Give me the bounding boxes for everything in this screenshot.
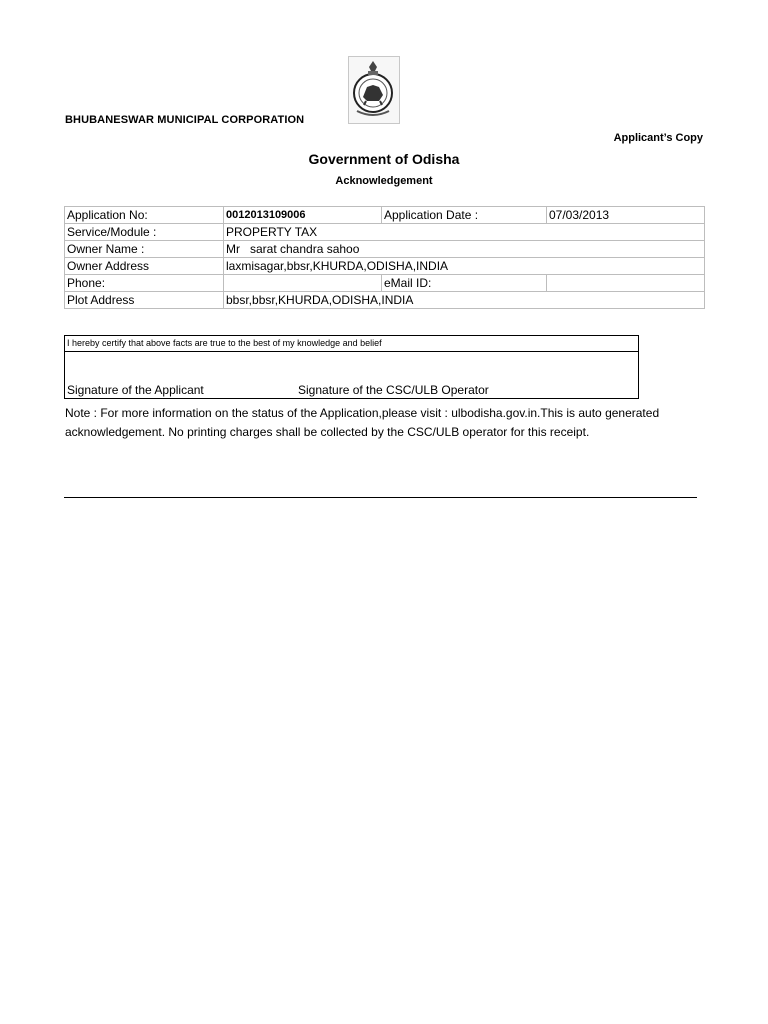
- divider-line: [64, 497, 697, 498]
- email-value: [547, 275, 705, 292]
- odisha-state-emblem-icon: [348, 56, 400, 124]
- organization-name: BHUBANESWAR MUNICIPAL CORPORATION: [65, 114, 305, 126]
- table-row: [65, 275, 705, 292]
- owner-name-value: Mr sarat chandra sahoo: [224, 241, 705, 258]
- owner-name-label: Owner Name :: [65, 241, 224, 258]
- document-title: Acknowledgement: [335, 175, 433, 187]
- table-row: [65, 258, 705, 275]
- certification-box: [64, 335, 639, 399]
- table-row: [65, 292, 705, 309]
- application-no-value: 0012013109006: [224, 207, 382, 224]
- government-title: Government of Odisha: [308, 151, 460, 167]
- operator-signature-label: Signature of the CSC/ULB Operator: [298, 383, 489, 397]
- certification-statement: I hereby certify that above facts are true to the best of my knowledge and belief: [65, 336, 638, 352]
- plot-address-value: bbsr,bbsr,KHURDA,ODISHA,INDIA: [224, 292, 705, 309]
- application-no-label: Application No:: [65, 207, 224, 224]
- phone-value: [224, 275, 382, 292]
- table-row: [65, 224, 705, 241]
- owner-address-value: laxmisagar,bbsr,KHURDA,ODISHA,INDIA: [224, 258, 705, 275]
- email-label: eMail ID:: [382, 275, 547, 292]
- plot-address-label: Plot Address: [65, 292, 224, 309]
- table-row: [65, 207, 705, 224]
- service-label: Service/Module :: [65, 224, 224, 241]
- owner-address-label: Owner Address: [65, 258, 224, 275]
- application-details-table: [64, 206, 705, 309]
- service-value: PROPERTY TAX: [224, 224, 705, 241]
- note-text: Note : For more information on the status of the Application,please visit : ulbodisha.gov.in.This is auto generated acknowledgement. No printing charges shall be collected by the CSC/ULB operator for this receipt.: [65, 406, 660, 439]
- application-date-label: Application Date :: [382, 207, 547, 224]
- copy-label: Applicant’s Copy: [613, 132, 703, 144]
- phone-label: Phone:: [65, 275, 224, 292]
- applicant-signature-label: Signature of the Applicant: [67, 383, 204, 397]
- table-row: [65, 241, 705, 258]
- application-date-value: 07/03/2013: [547, 207, 705, 224]
